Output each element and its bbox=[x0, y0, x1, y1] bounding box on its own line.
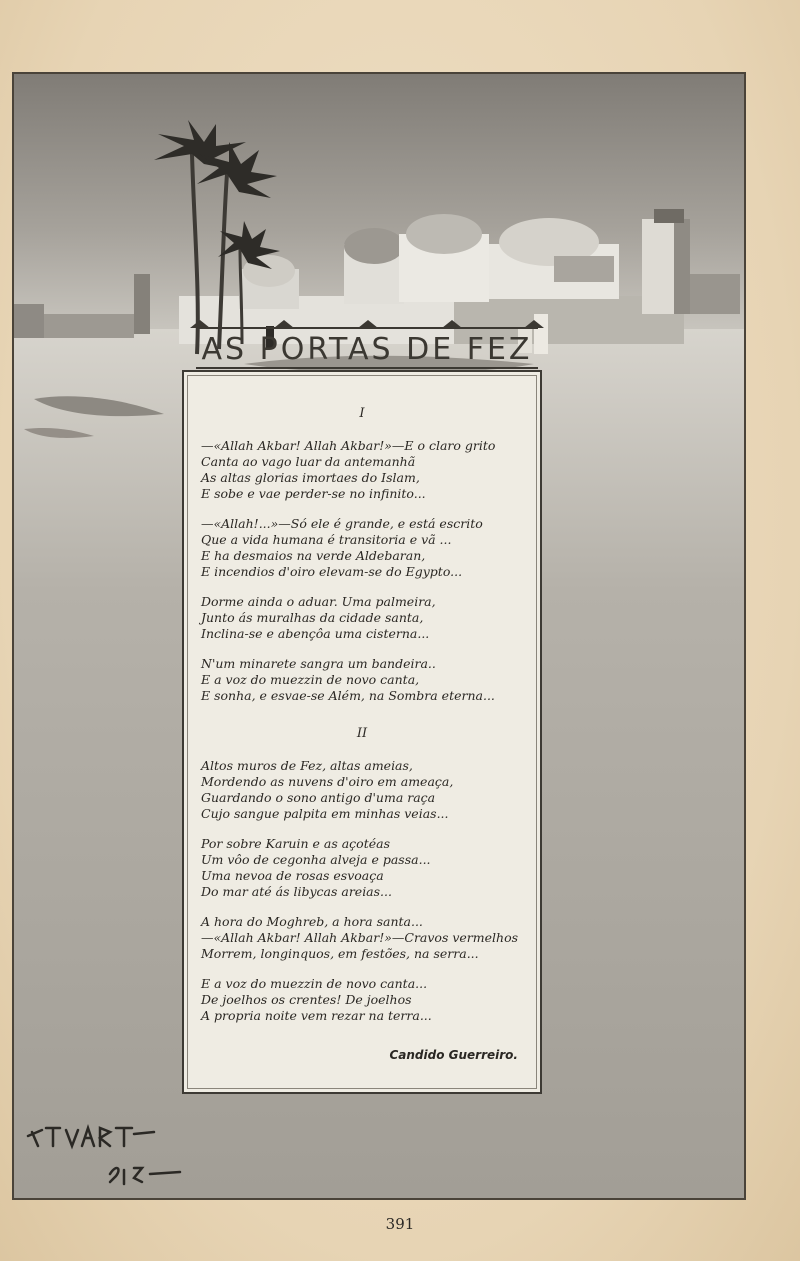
poem-line: E a voz do muezzin de novo canta... bbox=[201, 976, 428, 991]
stanza-2-4 bbox=[201, 976, 531, 1024]
section-numeral-1: I bbox=[359, 406, 365, 421]
poem-line: A propria noite vem rezar na terra... bbox=[201, 1008, 432, 1023]
section-numeral-2: II bbox=[356, 726, 368, 741]
poem-line: —«Allah Akbar! Allah Akbar!»—Cravos vermelhos bbox=[201, 930, 519, 945]
author-signature: Candido Guerreiro. bbox=[389, 1048, 518, 1062]
poem-line: Dorme ainda o aduar. Uma palmeira, bbox=[201, 594, 436, 609]
poem-line: E sonha, e esvae-se Além, na Sombra eterna... bbox=[201, 688, 495, 703]
artist-signature bbox=[24, 1114, 194, 1194]
poem-line: N'um minarete sangra um bandeira.. bbox=[201, 656, 436, 671]
poem-panel bbox=[182, 370, 542, 1094]
illustration-plate bbox=[12, 72, 746, 1200]
poem-line: Cujo sangue palpita em minhas veias... bbox=[201, 806, 449, 821]
poem-line: E sobe e vae perder-se no infinito... bbox=[201, 486, 426, 501]
poem-line: —«Allah Akbar! Allah Akbar!»—E o claro grito bbox=[201, 438, 496, 453]
poem-line: As altas glorias imortaes do Islam, bbox=[201, 470, 420, 485]
poem-line: E a voz do muezzin de novo canta, bbox=[201, 672, 420, 687]
poem-line: Guardando o sono antigo d'uma raça bbox=[201, 790, 436, 805]
poem-line: E ha desmaios na verde Aldebaran, bbox=[201, 548, 426, 563]
poem-line: Altos muros de Fez, altas ameias, bbox=[201, 758, 413, 773]
poem-line: Por sobre Karuin e as açotéas bbox=[201, 836, 390, 851]
poem-line: —«Allah!...»—Só ele é grande, e está escrito bbox=[201, 516, 483, 531]
stanza-2-2 bbox=[201, 836, 531, 900]
poem-line: A hora do Moghreb, a hora santa... bbox=[201, 914, 423, 929]
stanza-2-3 bbox=[201, 914, 531, 962]
poem-line: Inclina-se e abençôa uma cisterna... bbox=[201, 626, 430, 641]
poem-line: Uma nevoa de rosas esvoaça bbox=[201, 868, 384, 883]
stanza-1-2 bbox=[201, 516, 531, 580]
stanza-1-3 bbox=[201, 594, 531, 642]
poem-line: Um vôo de cegonha alveja e passa... bbox=[201, 852, 431, 867]
poem-line: E incendios d'oiro elevam-se do Egypto... bbox=[201, 564, 463, 579]
stanza-2-1 bbox=[201, 758, 531, 822]
poem-line: De joelhos os crentes! De joelhos bbox=[201, 992, 412, 1007]
poem-title: AS PORTAS DE FEZ bbox=[201, 332, 533, 367]
poem-line: Morrem, longinquos, em festões, na serra... bbox=[201, 946, 479, 961]
poem-line: Mordendo as nuvens d'oiro em ameaça, bbox=[201, 774, 454, 789]
poem-line: Que a vida humana é transitoria e vã ... bbox=[201, 532, 452, 547]
poem-line: Do mar até ás libycas areias... bbox=[201, 884, 392, 899]
page-number: 391 bbox=[385, 1215, 415, 1233]
stanza-1-1 bbox=[201, 438, 531, 502]
poem-line: Junto ás muralhas da cidade santa, bbox=[201, 610, 424, 625]
poem-line: Canta ao vago luar da antemanhã bbox=[201, 454, 416, 469]
title-banner bbox=[182, 320, 552, 372]
stanza-1-4 bbox=[201, 656, 531, 704]
